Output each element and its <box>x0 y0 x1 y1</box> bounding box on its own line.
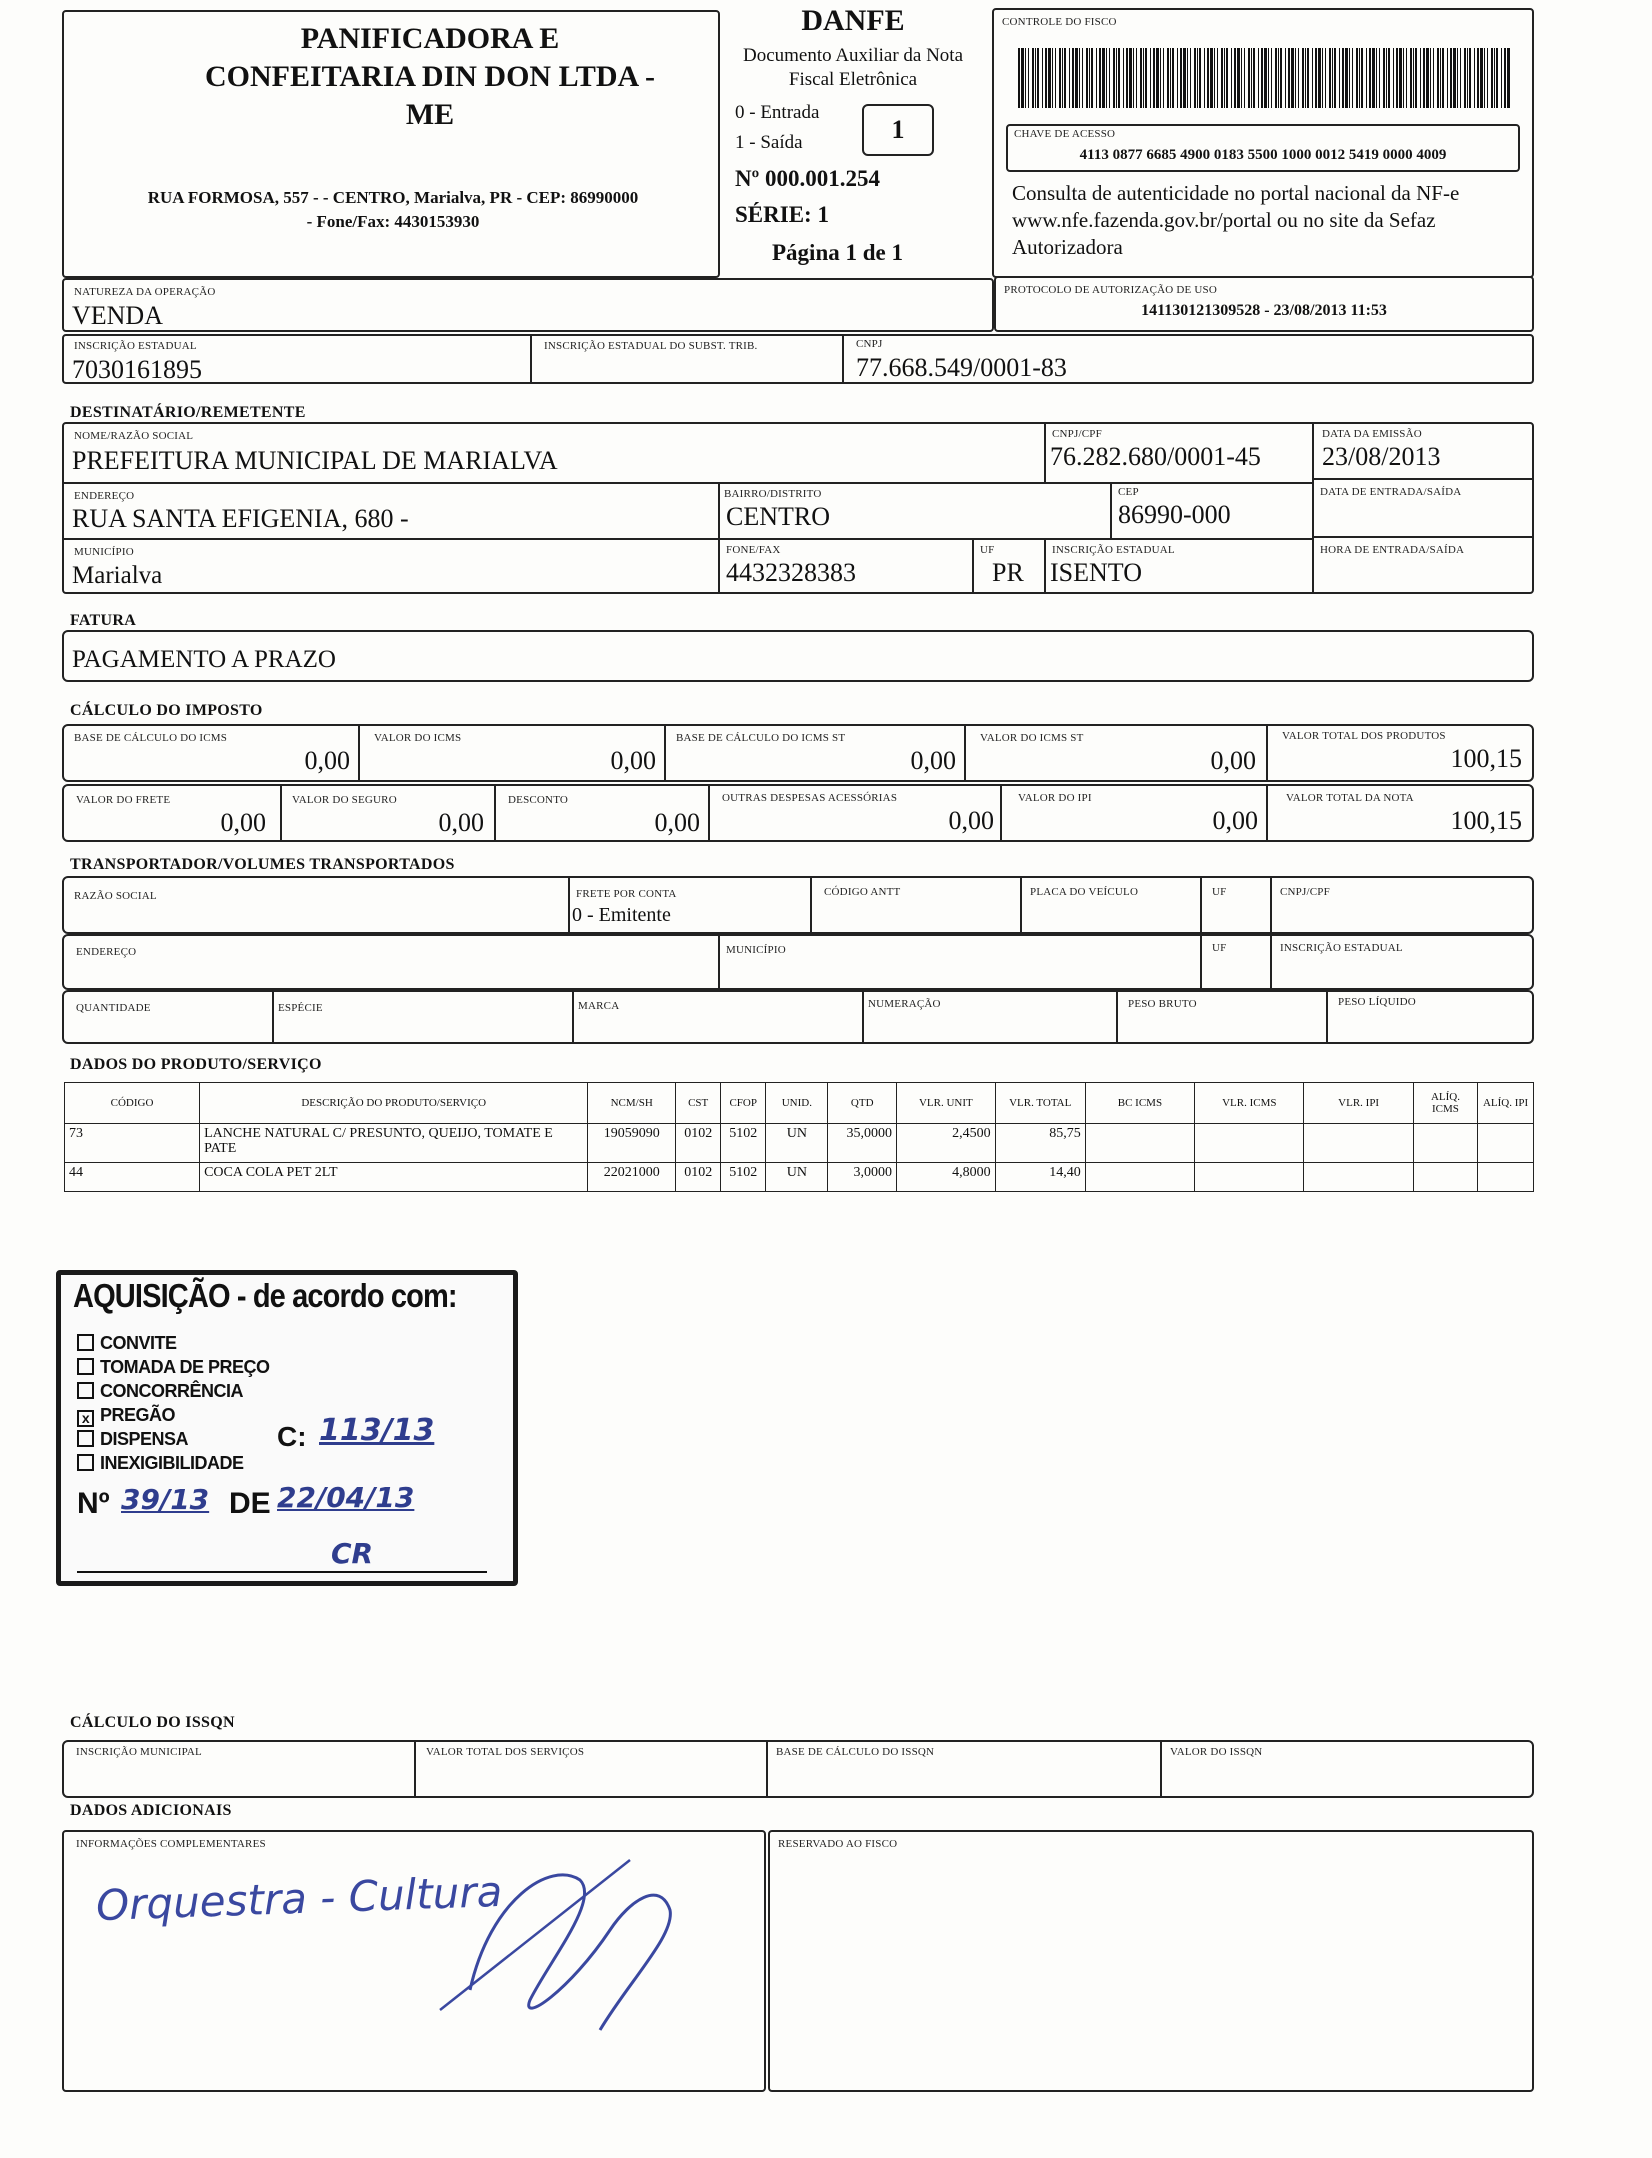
stamp-de-label: DE <box>229 1487 271 1520</box>
dest-hora-label: HORA DE ENTRADA/SAÍDA <box>1320 544 1465 556</box>
imposto-total-produtos-value: 100,15 <box>1450 744 1522 773</box>
dest-uf-label: UF <box>980 544 995 556</box>
cell-cst: 0102 <box>676 1163 721 1192</box>
dest-endereco-label: ENDEREÇO <box>74 490 135 502</box>
imposto-total-produtos-label: VALOR TOTAL DOS PRODUTOS <box>1282 730 1446 742</box>
cell-vlr-total: 14,40 <box>995 1163 1085 1192</box>
barcode <box>1018 48 1510 108</box>
col-vlr-icms: VLR. ICMS <box>1195 1083 1304 1124</box>
danfe-tipo: 1 <box>891 115 905 144</box>
dest-municipio-value: Marialva <box>72 562 163 589</box>
stamp-option <box>77 1427 270 1451</box>
cell-descricao: LANCHE NATURAL C/ PRESUNTO, QUEIJO, TOMATE E PATE <box>200 1124 588 1163</box>
stamp-c-label: C: <box>277 1421 307 1452</box>
controle-fisco-label: CONTROLE DO FISCO <box>1002 16 1117 28</box>
cell-cfop: 5102 <box>721 1163 766 1192</box>
stamp-c-value: 113/13 <box>319 1413 435 1448</box>
dest-cep-label: CEP <box>1118 486 1139 498</box>
stamp-checkbox <box>77 1382 94 1399</box>
imposto-total-nota-label: VALOR TOTAL DA NOTA <box>1286 792 1414 804</box>
stamp-option-label: TOMADA DE PREÇO <box>100 1357 270 1377</box>
protocolo-label: PROTOCOLO DE AUTORIZAÇÃO DE USO <box>1004 284 1217 296</box>
imposto-bc-icms-value: 0,00 <box>304 746 350 775</box>
imposto-desconto-value: 0,00 <box>654 808 700 837</box>
stamp-checkbox <box>77 1358 94 1375</box>
transporte-row3-box <box>62 990 1534 1044</box>
stamp-option-label: INEXIGIBILIDADE <box>100 1453 244 1473</box>
signature-mark <box>430 1840 690 2040</box>
protocolo-value: 141130121309528 - 23/08/2013 11:53 <box>1141 302 1387 319</box>
col-qtd: QTD <box>828 1083 897 1124</box>
transp-frete-value: 0 - Emitente <box>572 904 671 926</box>
col-aliq-icms: ALÍQ. ICMS <box>1413 1083 1477 1124</box>
stamp-option-label: DISPENSA <box>100 1429 189 1449</box>
destinatario-section: DESTINATÁRIO/REMETENTE <box>70 404 306 421</box>
emitter-name-line3: ME <box>405 98 455 131</box>
col-ncm: NCM/SH <box>588 1083 676 1124</box>
stamp-checkbox: x <box>77 1410 94 1427</box>
ie-label: INSCRIÇÃO ESTADUAL <box>74 340 197 352</box>
cell-unid: UN <box>766 1124 828 1163</box>
fatura-value: PAGAMENTO A PRAZO <box>72 646 336 673</box>
danfe-tipo-box <box>862 104 934 156</box>
cell-unid: UN <box>766 1163 828 1192</box>
stamp-sign-line <box>77 1571 487 1573</box>
dest-cep-value: 86990-000 <box>1118 500 1231 529</box>
transp-municipio-label: MUNICÍPIO <box>726 944 786 956</box>
col-bc-icms: BC ICMS <box>1085 1083 1194 1124</box>
emitter-address-line1: RUA FORMOSA, 557 - - CENTRO, Marialva, PR - CEP: 86990000 <box>147 188 639 207</box>
natureza-value: VENDA <box>72 301 163 330</box>
transp-peso-liquido-label: PESO LÍQUIDO <box>1338 996 1416 1008</box>
transp-razao-label: RAZÃO SOCIAL <box>74 890 157 902</box>
dest-endereco-value: RUA SANTA EFIGENIA, 680 - <box>72 504 409 533</box>
col-cst: CST <box>676 1083 721 1124</box>
cell-aliq-ipi <box>1478 1163 1534 1192</box>
transporte-section: TRANSPORTADOR/VOLUMES TRANSPORTADOS <box>70 856 455 873</box>
dest-fone-label: FONE/FAX <box>726 544 781 556</box>
cell-ncm: 19059090 <box>588 1124 676 1163</box>
imposto-outras-label: OUTRAS DESPESAS ACESSÓRIAS <box>722 792 898 804</box>
cell-bc-icms <box>1085 1124 1194 1163</box>
ie-st-label: INSCRIÇÃO ESTADUAL DO SUBST. TRIB. <box>544 340 758 352</box>
stamp-num-label: Nº <box>77 1487 110 1520</box>
emitter-address <box>68 186 718 234</box>
stamp-items <box>77 1331 270 1475</box>
col-vlr-unit: VLR. UNIT <box>897 1083 996 1124</box>
handwriting-note: Orquestra - Cultura <box>95 1866 504 1931</box>
cell-codigo: 44 <box>65 1163 200 1192</box>
col-unid: UNID. <box>766 1083 828 1124</box>
stamp-checkbox <box>77 1334 94 1351</box>
adicionais-section: DADOS ADICIONAIS <box>70 1802 232 1819</box>
danfe-serie: SÉRIE: 1 <box>735 202 829 227</box>
imposto-icms-label: VALOR DO ICMS <box>374 732 462 744</box>
chave-label: CHAVE DE ACESSO <box>1014 128 1116 140</box>
stamp-date-value: 22/04/13 <box>277 1481 415 1514</box>
cell-aliq-icms <box>1413 1163 1477 1192</box>
imposto-desconto-label: DESCONTO <box>508 794 569 806</box>
produtos-section: DADOS DO PRODUTO/SERVIÇO <box>70 1056 322 1073</box>
imposto-seguro-label: VALOR DO SEGURO <box>292 794 397 806</box>
imposto-section: CÁLCULO DO IMPOSTO <box>70 702 263 719</box>
dest-fone-value: 4432328383 <box>726 558 856 587</box>
cell-aliq-icms <box>1413 1124 1477 1163</box>
fatura-section: FATURA <box>70 612 137 629</box>
dest-bairro-value: CENTRO <box>726 502 830 531</box>
col-vlr-ipi: VLR. IPI <box>1304 1083 1413 1124</box>
ie-box <box>62 334 1534 384</box>
cell-vlr-icms <box>1195 1124 1304 1163</box>
dest-municipio-label: MUNICÍPIO <box>74 546 134 558</box>
stamp-checkbox <box>77 1454 94 1471</box>
transp-uf2-label: UF <box>1212 942 1227 954</box>
dest-cnpj-label: CNPJ/CPF <box>1052 428 1102 440</box>
cell-bc-icms <box>1085 1163 1194 1192</box>
dest-nome-label: NOME/RAZÃO SOCIAL <box>74 430 194 442</box>
stamp-title: AQUISIÇÃO - de acordo com: <box>73 1277 457 1314</box>
produtos-header-row <box>65 1083 1534 1124</box>
danfe-numero: Nº 000.001.254 <box>735 166 880 191</box>
cell-qtd: 35,0000 <box>828 1124 897 1163</box>
cnpj-value: 77.668.549/0001-83 <box>856 353 1067 382</box>
cell-cfop: 5102 <box>721 1124 766 1163</box>
transp-marca-label: MARCA <box>578 1000 620 1012</box>
issqn-valor-servicos-label: VALOR TOTAL DOS SERVIÇOS <box>426 1746 585 1758</box>
stamp-initials: CR <box>331 1537 374 1570</box>
cell-codigo: 73 <box>65 1124 200 1163</box>
transp-quantidade-label: QUANTIDADE <box>76 1002 151 1014</box>
table-row <box>65 1124 1534 1163</box>
imposto-bc-icms-st-label: BASE DE CÁLCULO DO ICMS ST <box>676 732 846 744</box>
imposto-icms-st-label: VALOR DO ICMS ST <box>980 732 1084 744</box>
stamp-option <box>77 1451 270 1475</box>
transp-antt-label: CÓDIGO ANTT <box>824 886 901 898</box>
dest-emissao-value: 23/08/2013 <box>1322 442 1441 471</box>
imposto-total-nota-value: 100,15 <box>1450 806 1522 835</box>
transp-placa-label: PLACA DO VEÍCULO <box>1030 886 1139 898</box>
col-cfop: CFOP <box>721 1083 766 1124</box>
danfe-pagina: Página 1 de 1 <box>772 240 903 265</box>
danfe-subtitle2: Fiscal Eletrônica <box>788 69 918 90</box>
transp-endereco-label: ENDEREÇO <box>76 946 137 958</box>
emitter-address-line2: - Fone/Fax: 4430153930 <box>306 212 480 231</box>
cell-vlr-unit: 4,8000 <box>897 1163 996 1192</box>
transp-cnpj-label: CNPJ/CPF <box>1280 886 1330 898</box>
col-vlr-total: VLR. TOTAL <box>995 1083 1085 1124</box>
consulta-text: Consulta de autenticidade no portal nacional da NF-e www.nfe.fazenda.gov.br/portal ou no site da Sefaz Autorizadora <box>1012 181 1460 259</box>
imposto-icms-value: 0,00 <box>610 746 656 775</box>
emitter-name-line2: CONFEITARIA DIN DON LTDA - <box>204 60 656 93</box>
emitter-name-line1: PANIFICADORA E <box>300 22 560 55</box>
cell-ncm: 22021000 <box>588 1163 676 1192</box>
produtos-table <box>64 1082 1534 1192</box>
danfe-title: DANFE <box>801 4 905 37</box>
stamp-option-label: CONCORRÊNCIA <box>100 1381 244 1401</box>
stamp-option <box>77 1403 270 1427</box>
info-complementares-label: INFORMAÇÕES COMPLEMENTARES <box>76 1838 266 1850</box>
dest-nome-value: PREFEITURA MUNICIPAL DE MARIALVA <box>72 446 558 475</box>
issqn-inscricao-label: INSCRIÇÃO MUNICIPAL <box>76 1746 202 1758</box>
stamp-option-label: PREGÃO <box>100 1405 176 1425</box>
dest-ie-label: INSCRIÇÃO ESTADUAL <box>1052 544 1175 556</box>
issqn-valor-label: VALOR DO ISSQN <box>1170 1746 1263 1758</box>
transp-peso-bruto-label: PESO BRUTO <box>1128 998 1197 1010</box>
issqn-base-label: BASE DE CÁLCULO DO ISSQN <box>776 1746 935 1758</box>
cell-vlr-unit: 2,4500 <box>897 1124 996 1163</box>
imposto-bc-icms-st-value: 0,00 <box>910 746 956 775</box>
cell-descricao: COCA COLA PET 2LT <box>200 1163 588 1192</box>
imposto-ipi-value: 0,00 <box>1212 806 1258 835</box>
dest-uf-value: PR <box>992 558 1024 587</box>
cell-aliq-ipi <box>1478 1124 1534 1163</box>
cell-cst: 0102 <box>676 1124 721 1163</box>
natureza-label: NATUREZA DA OPERAÇÃO <box>74 286 216 298</box>
reservado-fisco-box <box>768 1830 1534 2092</box>
danfe-subtitle1: Documento Auxiliar da Nota <box>742 45 964 66</box>
danfe-saida: 1 - Saída <box>735 132 803 153</box>
dest-cnpj-value: 76.282.680/0001-45 <box>1050 442 1261 471</box>
danfe-subtitle <box>720 44 986 92</box>
dest-emissao-label: DATA DA EMISSÃO <box>1322 428 1422 440</box>
transp-especie-label: ESPÉCIE <box>278 1002 323 1014</box>
transp-uf-label: UF <box>1212 886 1227 898</box>
transporte-row1-box <box>62 876 1534 934</box>
imposto-bc-icms-label: BASE DE CÁLCULO DO ICMS <box>74 732 228 744</box>
transp-numeracao-label: NUMERAÇÃO <box>868 998 941 1010</box>
dest-bairro-label: BAIRRO/DISTRITO <box>724 488 822 500</box>
imposto-seguro-value: 0,00 <box>438 808 484 837</box>
cnpj-label: CNPJ <box>856 338 883 350</box>
stamp-checkbox <box>77 1430 94 1447</box>
col-aliq-ipi: ALÍQ. IPI <box>1478 1083 1534 1124</box>
col-codigo: CÓDIGO <box>65 1083 200 1124</box>
stamp-option <box>77 1355 270 1379</box>
reservado-fisco-label: RESERVADO AO FISCO <box>778 1838 898 1850</box>
imposto-frete-value: 0,00 <box>220 808 266 837</box>
emitter-name <box>150 20 710 134</box>
ie-value: 7030161895 <box>72 355 202 384</box>
imposto-ipi-label: VALOR DO IPI <box>1018 792 1092 804</box>
issqn-section: CÁLCULO DO ISSQN <box>70 1714 235 1731</box>
chave-acesso: 4113 0877 6685 4900 0183 5500 1000 0012 5419 0000 4009 <box>1079 147 1447 163</box>
cell-qtd: 3,0000 <box>828 1163 897 1192</box>
stamp-option-label: CONVITE <box>100 1333 177 1353</box>
imposto-icms-st-value: 0,00 <box>1210 746 1256 775</box>
stamp-option <box>77 1379 270 1403</box>
dest-ie-value: ISENTO <box>1050 558 1142 587</box>
aquisicao-stamp <box>56 1270 518 1586</box>
dest-entrada-saida-label: DATA DE ENTRADA/SAÍDA <box>1320 486 1462 498</box>
imposto-frete-label: VALOR DO FRETE <box>76 794 171 806</box>
imposto-outras-value: 0,00 <box>948 806 994 835</box>
col-descricao: DESCRIÇÃO DO PRODUTO/SERVIÇO <box>200 1083 588 1124</box>
stamp-num-value: 39/13 <box>121 1483 210 1516</box>
transp-frete-label: FRETE POR CONTA <box>576 888 677 900</box>
danfe-entrada: 0 - Entrada <box>735 102 820 123</box>
transp-ie-label: INSCRIÇÃO ESTADUAL <box>1280 942 1403 954</box>
cell-vlr-ipi <box>1304 1163 1413 1192</box>
cell-vlr-total: 85,75 <box>995 1124 1085 1163</box>
cell-vlr-icms <box>1195 1163 1304 1192</box>
stamp-option <box>77 1331 270 1355</box>
cell-vlr-ipi <box>1304 1124 1413 1163</box>
table-row <box>65 1163 1534 1192</box>
